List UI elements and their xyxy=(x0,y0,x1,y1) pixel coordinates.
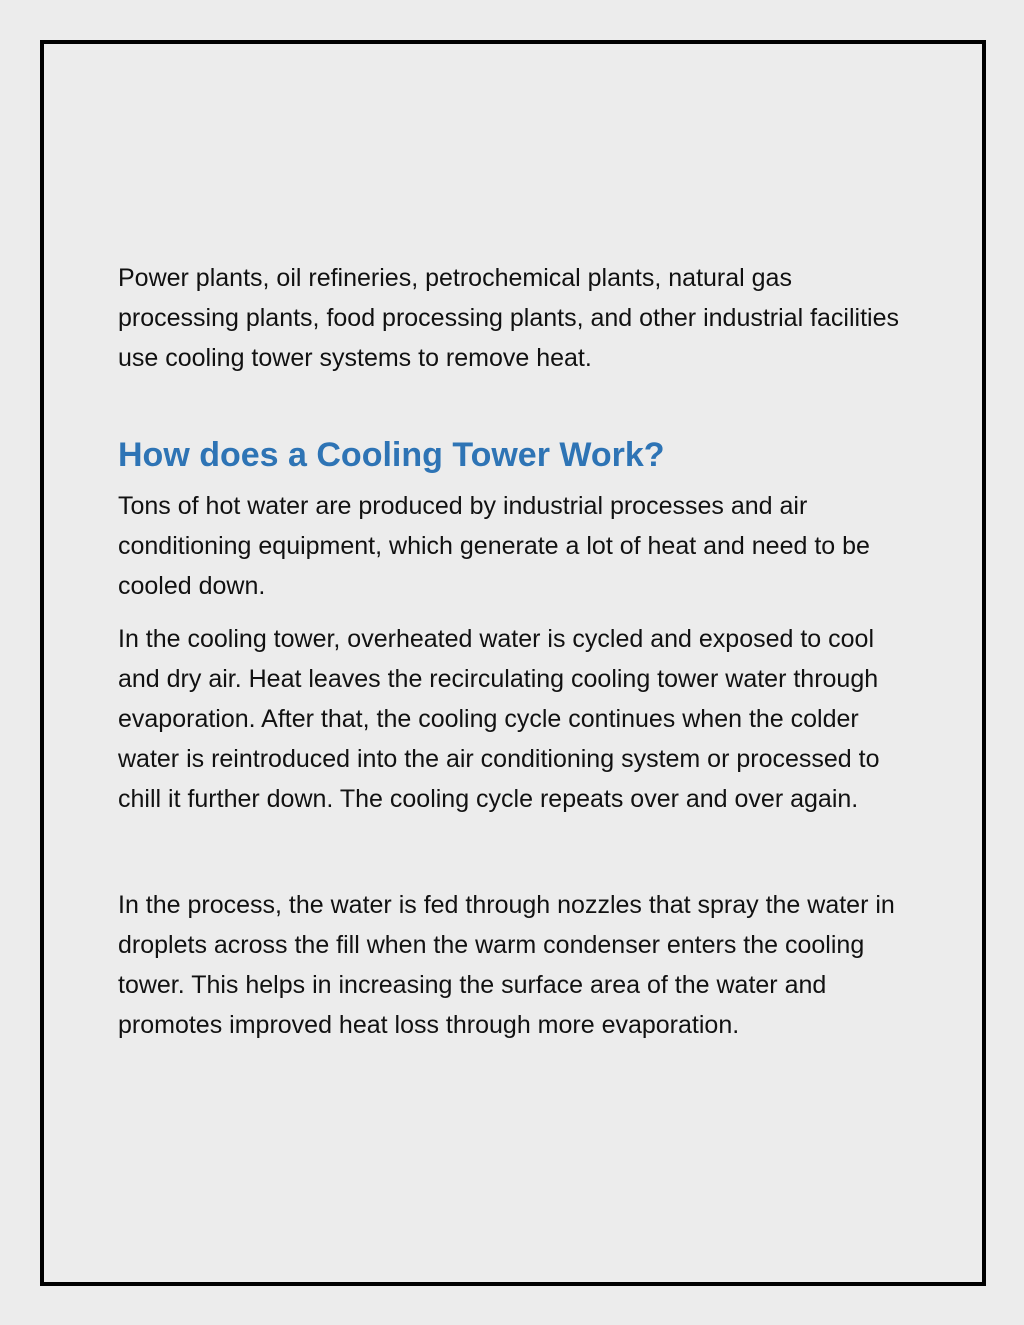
paragraph-cooling-cycle: In the cooling tower, overheated water is cycled and exposed to cool and dry air. Heat leaves the recirculating cooling tower water through evaporation. After that, the cooling cycle continues when the colder water is reintroduced into the air conditioning system or processed to chill it further down. The cooling cycle repeats over and over again. xyxy=(118,625,880,813)
paragraph-hot-water: Tons of hot water are produced by industrial processes and air conditioning equipment, which generate a lot of heat and need to be cooled down. xyxy=(118,492,870,600)
document-body xyxy=(118,258,908,1045)
section-heading: How does a Cooling Tower Work? xyxy=(118,436,665,474)
paragraph-nozzles: In the process, the water is fed through nozzles that spray the water in droplets across the fill when the warm condenser enters the cooling tower. This helps in increasing the surface area of the water and promotes improved heat loss through more evaporation. xyxy=(118,891,895,1039)
intro-paragraph: Power plants, oil refineries, petrochemical plants, natural gas processing plants, food processing plants, and other industrial facilities use cooling tower systems to remove heat. xyxy=(118,264,899,372)
